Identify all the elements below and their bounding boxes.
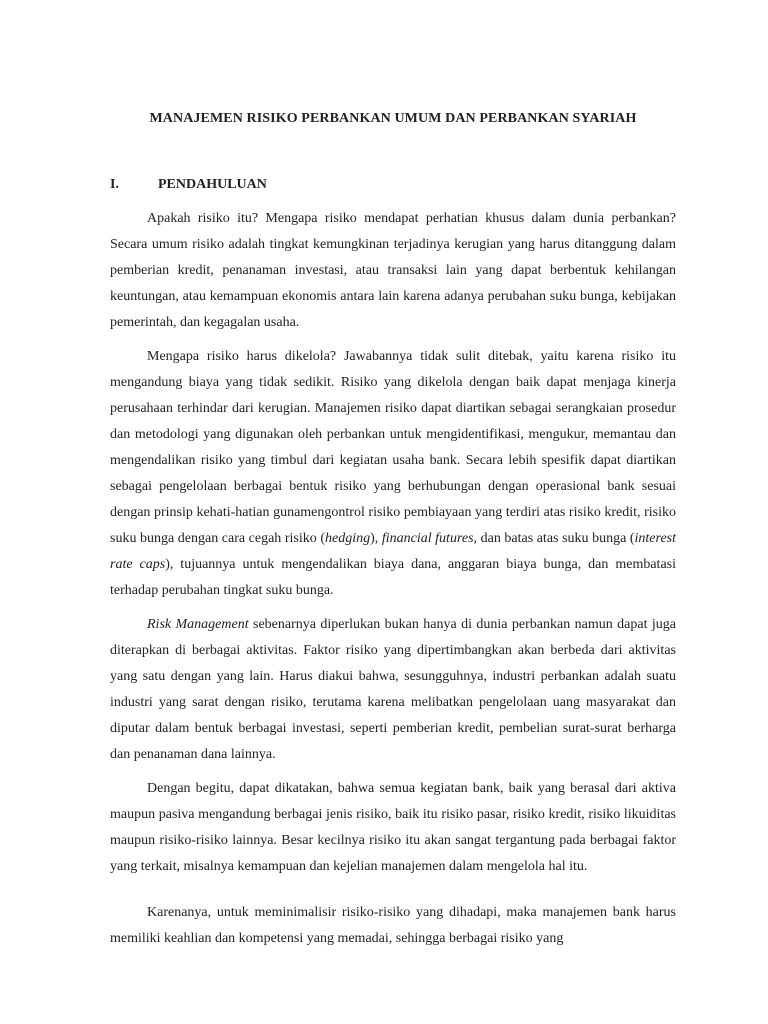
term-interest-rate-caps: interest rate caps — [110, 531, 676, 572]
section-heading — [110, 177, 676, 197]
paragraph-2-text-b: ), — [370, 531, 382, 546]
paragraph-1: Apakah risiko itu? Mengapa risiko mendapat perhatian khusus dalam dunia perbankan? Secara umum risiko adalah tingkat kemungkinan terjadinya kerugian yang harus ditanggung dalam pemberian kredit, penanaman investasi, atau transaksi lain yang dapat berbentuk kehilangan keuntungan, atau kemampuan ekonomis antara lain karena adanya perubahan suku bunga, kebijakan pemerintah, dan kegagalan usaha. — [110, 211, 676, 330]
paragraph-2-text-a: Mengapa risiko harus dikelola? Jawabannya tidak sulit ditebak, yaitu karena risiko itu mengandung biaya yang tidak sedikit. Risiko yang dikelola dengan baik dapat menjaga kinerja perusahaan terhindar dari kerugian. Manajemen risiko dapat diartikan sebagai serangkaian prosedur dan metodologi yang digunakan oleh perbankan untuk mengidentifikasi, mengukur, memantau dan mengendalikan risiko yang timbul dari kegiatan usaha bank. Secara lebih spesifik dapat diartikan sebagai pengelolaan berbagai bentuk risiko yang berhubungan dengan operasional bank sesuai dengan prinsip kehati-hatian gunamengontrol risiko pembiayaan yang terdiri atas risiko kredit, risiko suku bunga dengan cara cegah risiko ( — [110, 349, 676, 546]
term-hedging: hedging — [324, 531, 371, 546]
paragraph-2-text-d: ), tujuannya untuk mengendalikan biaya dana, anggaran biaya bunga, dan membatasi terhadap perubahan tingkat suku bunga. — [110, 557, 677, 598]
term-financial-futures: financial futures — [381, 531, 474, 546]
paragraph-5: Karenanya, untuk meminimalisir risiko-risiko yang dihadapi, maka manajemen bank harus memiliki keahlian dan kompetensi yang memadai, sehingga berbagai risiko yang — [110, 905, 676, 946]
paragraph-4: Dengan begitu, dapat dikatakan, bahwa semua kegiatan bank, baik yang berasal dari aktiva maupun pasiva mengandung berbagai jenis risiko, baik itu risiko pasar, risiko kredit, risiko likuiditas maupun risiko-risiko lainnya. Besar kecilnya risiko itu akan sangat tergantung pada berbagai faktor yang terkait, misalnya kemampuan dan kejelian manajemen dalam mengelola hal itu. — [110, 781, 676, 874]
document-body — [110, 206, 676, 952]
section-number: I. — [110, 177, 119, 192]
document-title: MANAJEMEN RISIKO PERBANKAN UMUM DAN PERBANKAN SYARIAH — [149, 111, 637, 126]
paragraph-3 — [110, 612, 676, 768]
term-risk-management: Risk Management — [147, 617, 249, 632]
section-title: PENDAHULUAN — [158, 177, 267, 192]
paragraph-2-text-c: , dan batas atas suku bunga ( — [473, 531, 635, 546]
paragraph-3-text: sebenarnya diperlukan bukan hanya di dunia perbankan namun dapat juga diterapkan di berbagai aktivitas. Faktor risiko yang dipertimbangkan akan berbeda dari aktivitas yang satu dengan yang lain. Harus diakui bahwa, sesungguhnya, industri perbankan adalah suatu industri yang sarat dengan risiko, terutama karena melibatkan pengelolaan uang masyarakat dan diputar dalam bentuk berbagai investasi, seperti pemberian kredit, pembelian surat-surat berharga dan penanaman dana lainnya. — [110, 617, 676, 762]
paragraph-2 — [110, 344, 676, 604]
